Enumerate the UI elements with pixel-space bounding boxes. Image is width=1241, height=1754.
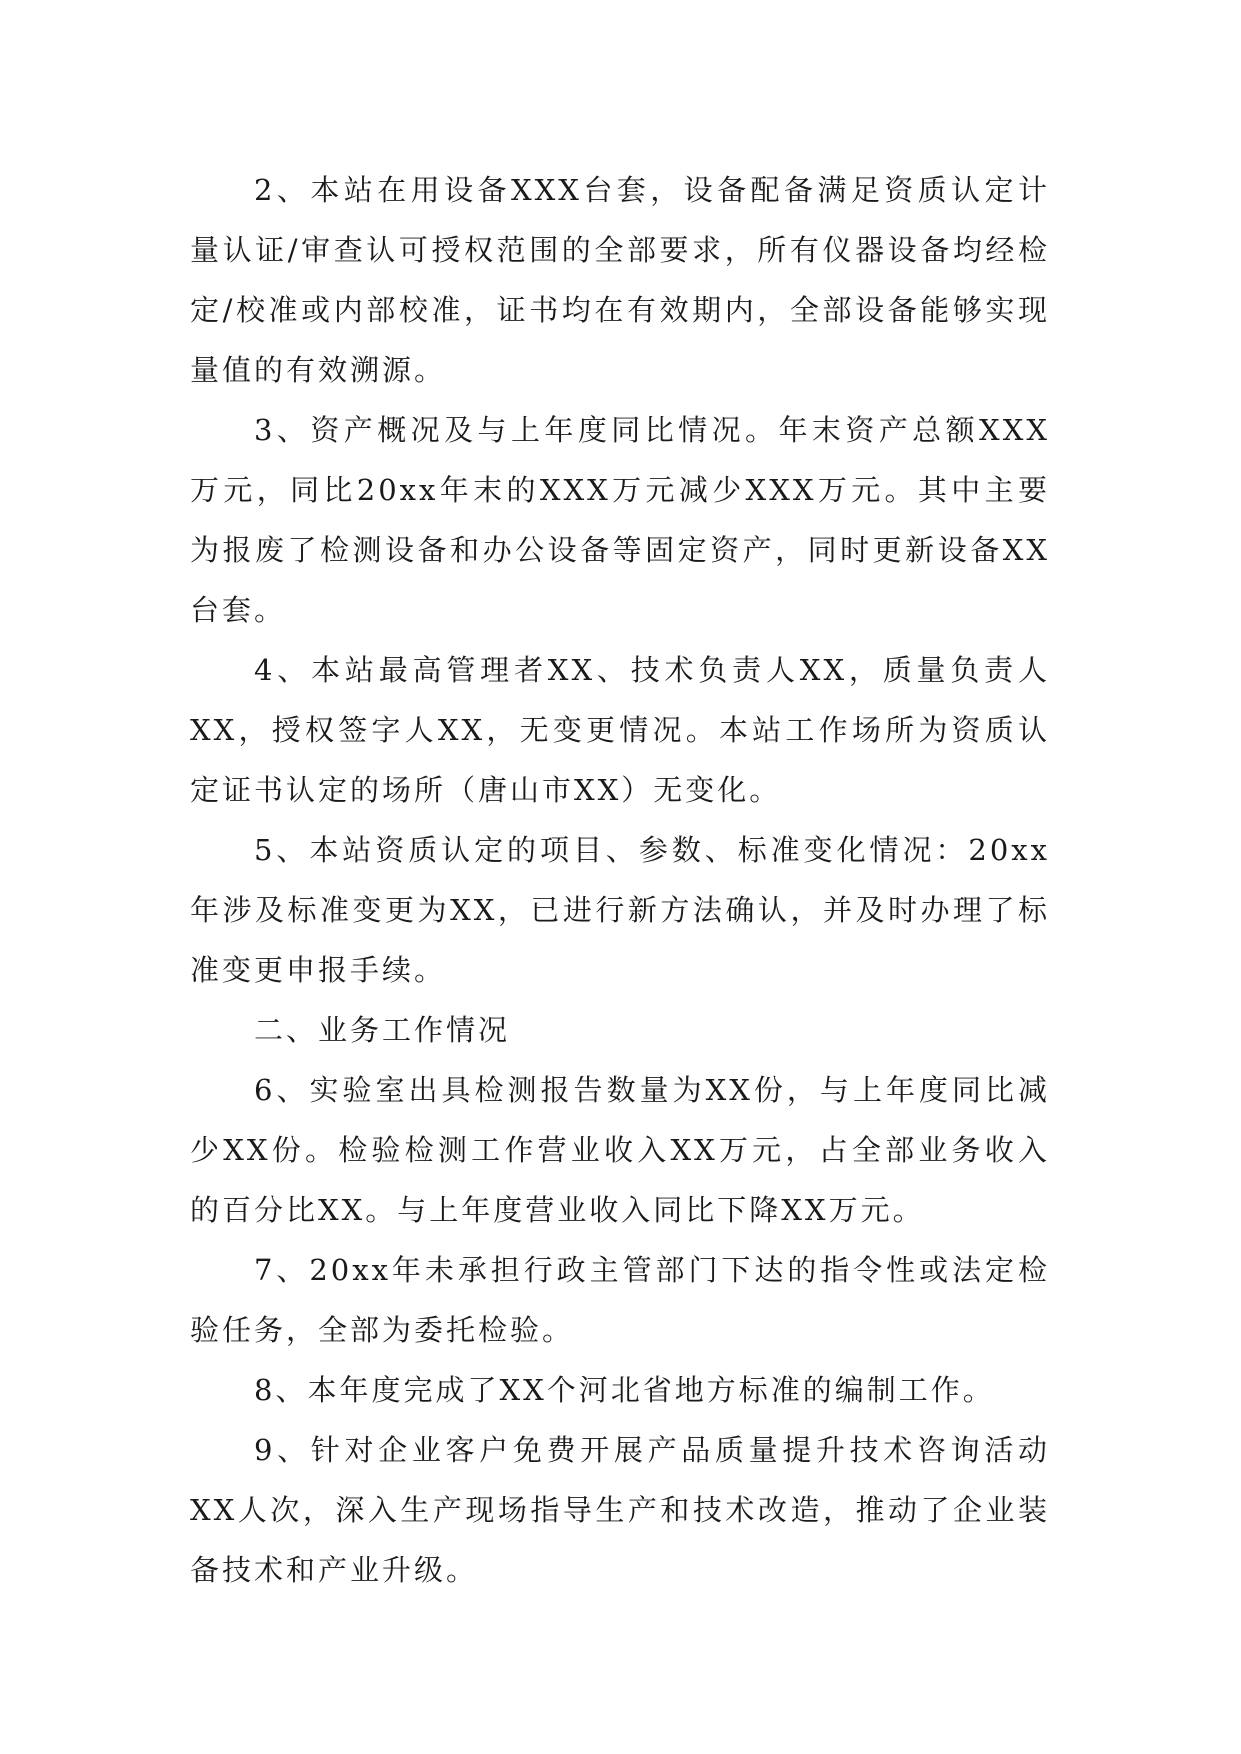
section-heading-business: 二、业务工作情况 <box>254 1013 511 1047</box>
paragraph-equipment: 2、本站在用设备XXX台套，设备配备满足资质认定计量认证/审查认可授权范围的全部要求，所有仪器设备均经检定/校准或内部校准，证书均在有效期内，全部设备能够实现量值的有效溯源。 <box>190 173 1050 387</box>
paragraph-local-standards: 8、本年度完成了XX个河北省地方标准的编制工作。 <box>254 1373 995 1407</box>
paragraph-tasks: 7、20xx年未承担行政主管部门下达的指令性或法定检验任务，全部为委托检验。 <box>190 1253 1050 1347</box>
paragraph-consulting: 9、针对企业客户免费开展产品质量提升技术咨询活动XX人次，深入生产现场指导生产和技术改造，推动了企业装备技术和产业升级。 <box>190 1433 1050 1587</box>
paragraph-reports: 6、实验室出具检测报告数量为XX份，与上年度同比减少XX份。检验检测工作营业收入XX万元，占全部业务收入的百分比XX。与上年度营业收入同比下降XX万元。 <box>190 1073 1050 1227</box>
paragraph-assets: 3、资产概况及与上年度同比情况。年末资产总额XXX万元，同比20xx年末的XXX万元减少XXX万元。其中主要为报废了检测设备和办公设备等固定资产，同时更新设备XX台套。 <box>190 413 1050 627</box>
document-body <box>190 160 1050 1600</box>
paragraph-standards: 5、本站资质认定的项目、参数、标准变化情况：20xx年涉及标准变更为XX，已进行新方法确认，并及时办理了标准变更申报手续。 <box>190 833 1050 987</box>
paragraph-personnel: 4、本站最高管理者XX、技术负责人XX，质量负责人XX，授权签字人XX，无变更情况。本站工作场所为资质认定证书认定的场所（唐山市XX）无变化。 <box>190 653 1050 807</box>
